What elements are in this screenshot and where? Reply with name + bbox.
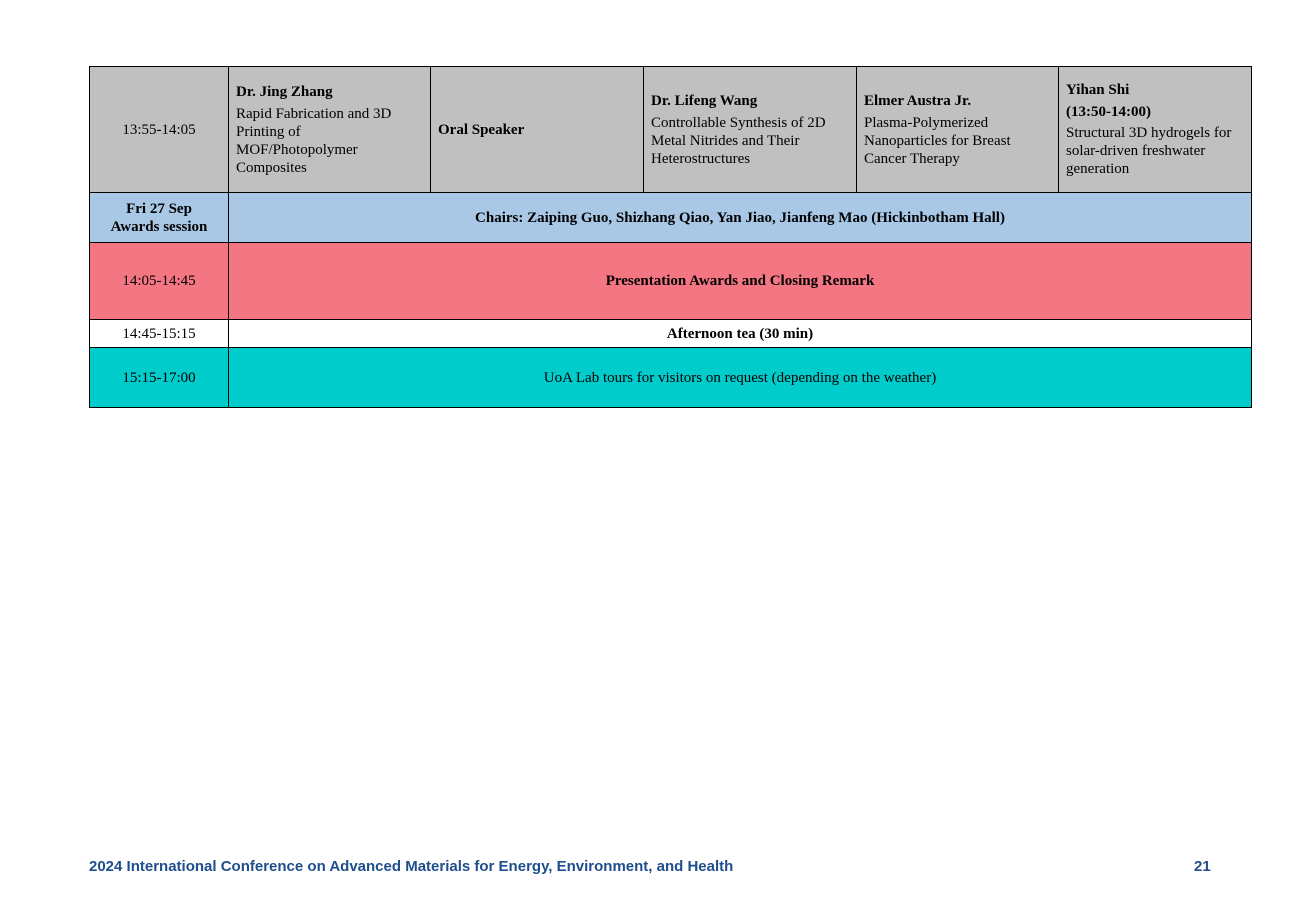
footer-conference-title: 2024 International Conference on Advanced Materials for Energy, Environment, and Health: [89, 858, 734, 875]
chairs-text: Chairs: Zaiping Guo, Shizhang Qiao, Yan Jiao, Jianfeng Mao (Hickinbotham Hall): [229, 193, 1252, 243]
speaker-name: Dr. Lifeng Wang: [651, 92, 758, 109]
speaker-name: Dr. Jing Zhang: [236, 83, 333, 100]
chairs-row: [90, 193, 1252, 243]
talk-title: Controllable Synthesis of 2D Metal Nitrides and Their Heterostructures: [651, 114, 826, 167]
tours-text: UoA Lab tours for visitors on request (depending on the weather): [229, 348, 1252, 408]
tea-row: [90, 320, 1252, 348]
session-day: Fri 27 Sep: [126, 200, 192, 217]
talk-cell: [229, 67, 431, 193]
schedule-table: [89, 66, 1252, 408]
talk-cell: [644, 67, 857, 193]
speaker-name: Oral Speaker: [438, 121, 525, 138]
talk-cell: [1059, 67, 1252, 193]
awards-text: Presentation Awards and Closing Remark: [229, 243, 1252, 320]
talk-title: Plasma-Polymerized Nanoparticles for Breast Cancer Therapy: [864, 114, 1011, 167]
awards-row: [90, 243, 1252, 320]
tours-row: [90, 348, 1252, 408]
speaker-name: Elmer Austra Jr.: [864, 92, 972, 109]
footer-page-number: 21: [1194, 858, 1211, 875]
time-cell: 13:55-14:05: [90, 67, 229, 193]
talk-title: Structural 3D hydrogels for solar-driven freshwater generation: [1066, 125, 1232, 177]
tea-text: Afternoon tea (30 min): [229, 320, 1252, 348]
time-cell: 15:15-17:00: [90, 348, 229, 408]
time-cell: 14:45-15:15: [90, 320, 229, 348]
session-label-cell: [90, 193, 229, 243]
speaker-name: Yihan Shi: [1066, 82, 1130, 98]
session-name: Awards session: [110, 218, 208, 235]
talks-row: [90, 67, 1252, 193]
time-cell: 14:05-14:45: [90, 243, 229, 320]
talk-title: Rapid Fabrication and 3D Printing of MOF/Photopolymer Composites: [236, 105, 392, 176]
talk-time: (13:50-14:00): [1066, 104, 1151, 120]
talk-cell: [857, 67, 1059, 193]
talk-cell: [431, 67, 644, 193]
